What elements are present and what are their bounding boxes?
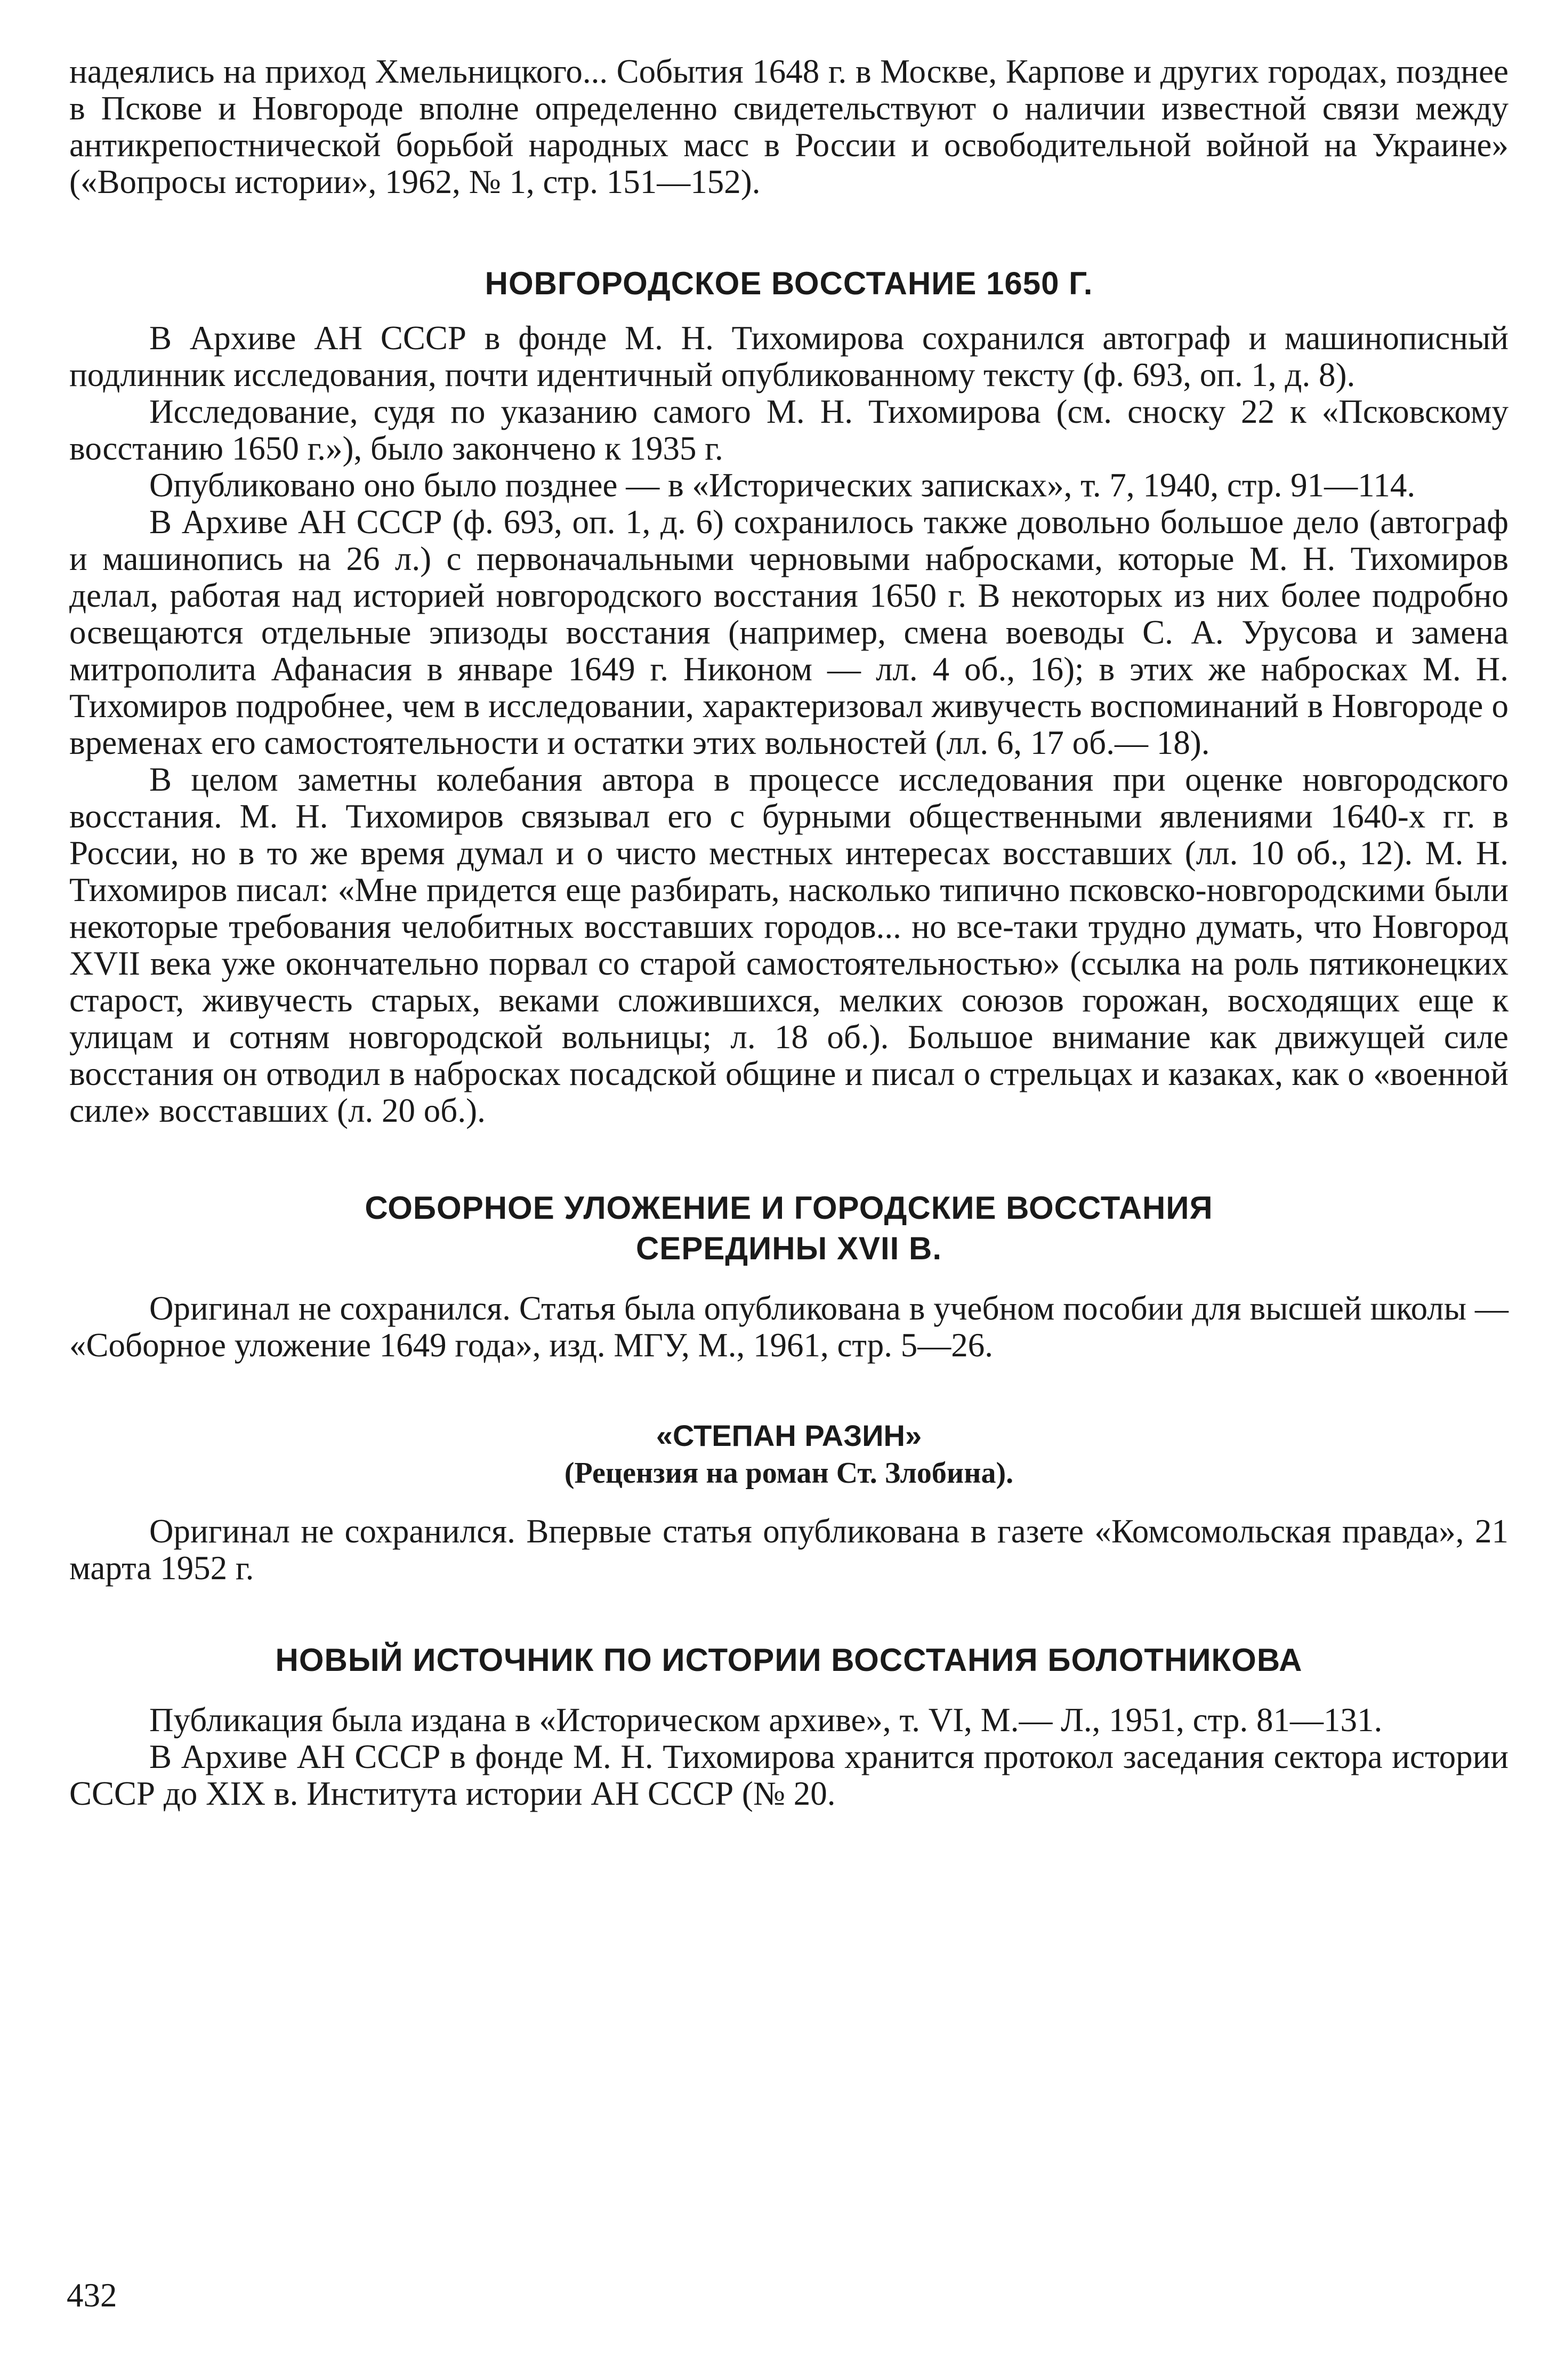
paragraph: Исследование, судя по указанию самого М. Н. Тихомирова (см. сноску 22 к «Псковскому восстанию 1650 г.»), было закончено к 1935 г. <box>69 393 1508 467</box>
paragraph: Опубликовано оно было позднее — в «Исторических записках», т. 7, 1940, стр. 91—114. <box>149 467 1416 504</box>
section-title-sobornoe-ulozhenie <box>69 1188 1508 1269</box>
paragraph: Оригинал не сохранился. Статья была опубликована в учебном пособии для высшей школы — «Соборное уложение 1649 года», изд. МГУ, М., 1961, стр. 5—26. <box>69 1290 1508 1364</box>
section-title-novgorod-uprising: НОВГОРОДСКОЕ ВОССТАНИЕ 1650 Г. <box>485 266 1093 301</box>
paragraph: В целом заметны колебания автора в процессе исследования при оценке новгородского восстания. М. Н. Тихомиров связывал его с бурными общественными явлениями 1640-х гг. в России, но в то же время думал и о чисто местных интересах восставших (лл. 10 об., 12). М. Н. Тихомиров писал: «Мне придется еще разбирать, насколько типично псковско-новгородскими были некоторые требования челобитных восставших городов... но все-таки трудно думать, что Новгород XVII века уже окончательно порвал со старой самостоятельностью» (ссылка на роль пятиконецких старост, живучесть старых, веками сложившихся, мелких союзов горожан, восходящих еще к улицам и сотням новгородской вольницы; л. 18 об.). Большое внимание как движущей силе восстания он отводил в набросках посадской общине и писал о стрельцах и казаках, как о «военной силе» восставших (л. 20 об.). <box>69 761 1508 1129</box>
paragraph: В Архиве АН СССР в фонде М. Н. Тихомирова хранится протокол заседания сектора истории СССР до XIX в. Института истории АН СССР (№ 20. <box>69 1738 1508 1812</box>
paragraph: В Архиве АН СССР (ф. 693, оп. 1, д. 6) сохранилось также довольно большое дело (автограф и машинопись на 26 л.) с первоначальными черновыми набросками, которые М. Н. Тихомиров делал, работая над историей новгородского восстания 1650 г. В некоторых из них более подробно освещаются отдельные эпизоды восстания (например, смена воеводы С. А. Урусова и замена митрополита Афанасия в январе 1649 г. Никоном — лл. 4 об., 16); в этих же набросках М. Н. Тихомиров подробнее, чем в исследовании, характеризовал живучесть воспоминаний в Новгороде о временах его самостоятельности и остатки этих вольностей (лл. 6, 17 об.— 18). <box>69 503 1508 761</box>
section-title-line: СОБОРНОЕ УЛОЖЕНИЕ И ГОРОДСКИЕ ВОССТАНИЯ <box>365 1190 1213 1226</box>
section-title-stepan-razin: «СТЕПАН РАЗИН» <box>656 1419 922 1452</box>
paragraph: В Архиве АН СССР в фонде М. Н. Тихомирова сохранился автограф и машинописный подлинник исследования, почти идентичный опубликованному тексту (ф. 693, оп. 1, д. 8). <box>69 319 1508 393</box>
paragraph: Оригинал не сохранился. Впервые статья опубликована в газете «Комсомольская правда», 21 марта 1952 г. <box>69 1513 1508 1587</box>
section-title-bolotnikov-source: НОВЫЙ ИСТОЧНИК ПО ИСТОРИИ ВОССТАНИЯ БОЛОТНИКОВА <box>275 1642 1303 1678</box>
intro-paragraph: надеялись на приход Хмельницкого... События 1648 г. в Москве, Карпове и других городах, позднее в Пскове и Новгороде вполне определенно свидетельствуют о наличии известной связи между антикрепостнической борьбой народных масс в России и освободительной войной на Украине» («Вопросы истории», 1962, № 1, стр. 151—152). <box>69 53 1508 200</box>
section-subtitle: (Рецензия на роман Ст. Злобина). <box>564 1457 1014 1490</box>
section-title-line: СЕРЕДИНЫ XVII В. <box>635 1231 942 1266</box>
page-number: 432 <box>67 2277 117 2314</box>
paragraph: Публикация была издана в «Историческом архиве», т. VI, М.— Л., 1951, стр. 81—131. <box>149 1701 1383 1739</box>
document-page <box>69 53 1508 1812</box>
